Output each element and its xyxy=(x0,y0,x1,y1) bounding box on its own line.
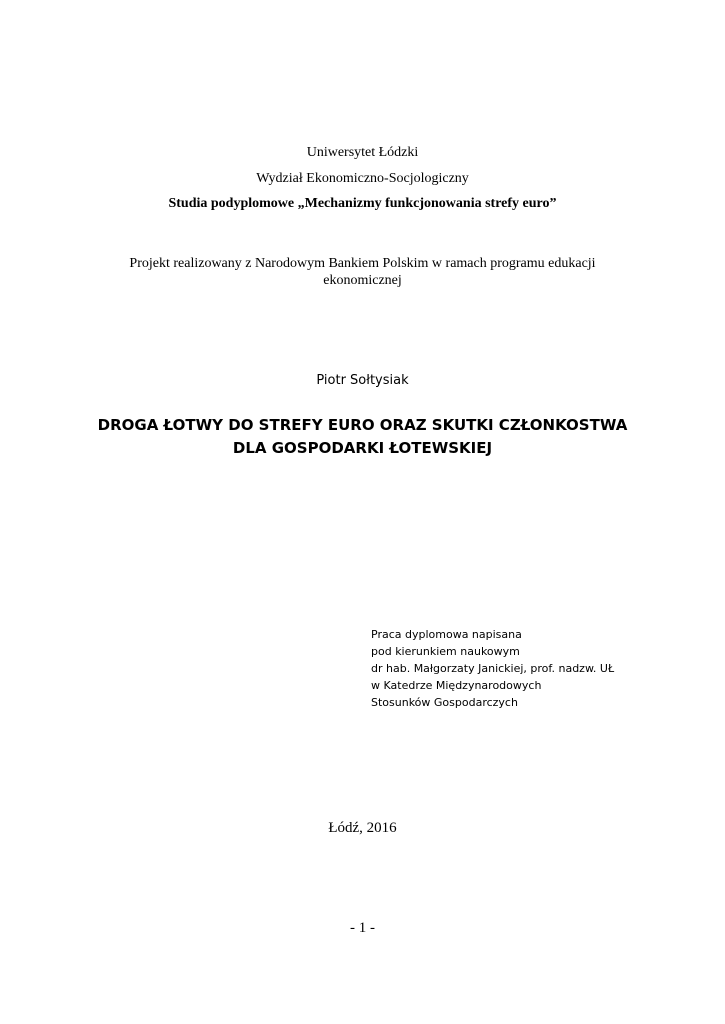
place-date: Łódź, 2016 xyxy=(328,820,397,836)
page-number: - 1 - xyxy=(350,920,375,936)
studies-name: Studia podyplomowe „Mechanizmy funkcjonowania strefy euro” xyxy=(168,196,557,211)
thesis-info-line: Stosunków Gospodarczych xyxy=(371,696,518,709)
thesis-title-line-1: DROGA ŁOTWY DO STREFY EURO ORAZ SKUTKI CZŁONKOSTWA xyxy=(97,416,628,434)
project-note: Projekt realizowany z Narodowym Bankiem Polskim w ramach programu edukacji ekonomicznej xyxy=(129,256,596,288)
faculty-name: Wydział Ekonomiczno-Socjologiczny xyxy=(256,171,469,186)
thesis-title xyxy=(80,414,645,460)
thesis-info-line: w Katedrze Międzynarodowych xyxy=(371,679,542,692)
thesis-title-line-2: DLA GOSPODARKI ŁOTEWSKIEJ xyxy=(232,439,493,457)
thesis-info xyxy=(371,626,701,711)
thesis-info-line: Praca dyplomowa napisana xyxy=(371,628,522,641)
university-name: Uniwersytet Łódzki xyxy=(306,145,419,160)
thesis-info-line: dr hab. Małgorzaty Janickiej, prof. nadzw. UŁ xyxy=(371,662,615,675)
thesis-info-line: pod kierunkiem naukowym xyxy=(371,645,520,658)
author-name: Piotr Sołtysiak xyxy=(316,373,409,388)
